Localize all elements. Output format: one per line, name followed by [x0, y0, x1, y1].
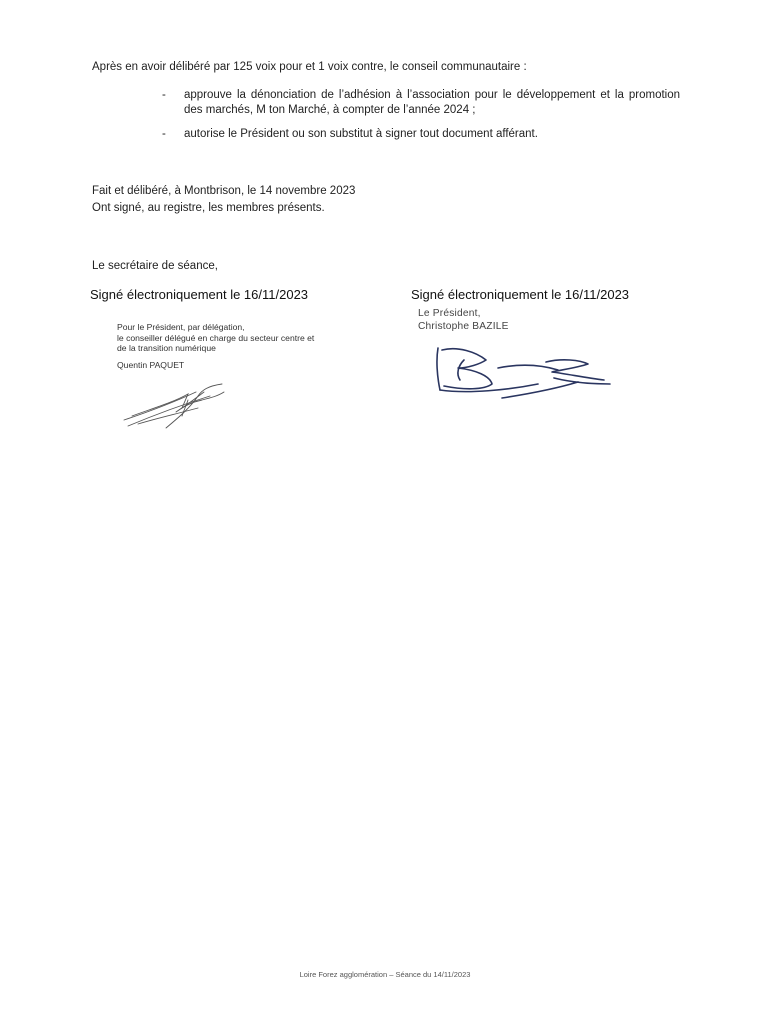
- delegation-block: [117, 322, 314, 370]
- delegation-line-3: de la transition numérique: [117, 343, 216, 353]
- list-item: [162, 127, 680, 142]
- decision-list: [162, 88, 680, 152]
- page-footer: Loire Forez agglomération – Séance du 14/11/2023: [299, 970, 471, 979]
- signature-right-icon: [428, 340, 618, 406]
- list-item: [162, 88, 680, 117]
- list-item-text: autorise le Président ou son substitut à signer tout document afférant.: [184, 128, 538, 140]
- list-item-text: approuve la dénonciation de l’adhésion à l’association pour le développement et la promotion des marchés, M ton Marché, à compter de l’année 2024 ;: [184, 89, 680, 116]
- delegation-line-2: le conseiller délégué en charge du secteur centre et: [117, 332, 315, 343]
- secretaire-line: Le secrétaire de séance,: [92, 260, 218, 272]
- president-block: [418, 307, 509, 333]
- signature-left-title: Signé électroniquement le 16/11/2023: [90, 287, 309, 302]
- delegation-line-1: Pour le Président, par délégation,: [117, 322, 245, 332]
- fait-line: Fait et délibéré, à Montbrison, le 14 novembre 2023: [92, 185, 356, 197]
- president-name: Christophe BAZILE: [418, 321, 509, 332]
- ont-signe-line: Ont signé, au registre, les membres présents.: [92, 202, 325, 214]
- signature-right-title: Signé électroniquement le 16/11/2023: [411, 287, 630, 302]
- delegate-name: Quentin PAQUET: [117, 359, 185, 370]
- list-dash: -: [162, 128, 166, 140]
- president-title: Le Président,: [418, 308, 481, 319]
- intro-paragraph: Après en avoir délibéré par 125 voix pour et 1 voix contre, le conseil communautaire :: [92, 61, 527, 73]
- signature-left-icon: [118, 378, 230, 434]
- list-dash: -: [162, 89, 166, 101]
